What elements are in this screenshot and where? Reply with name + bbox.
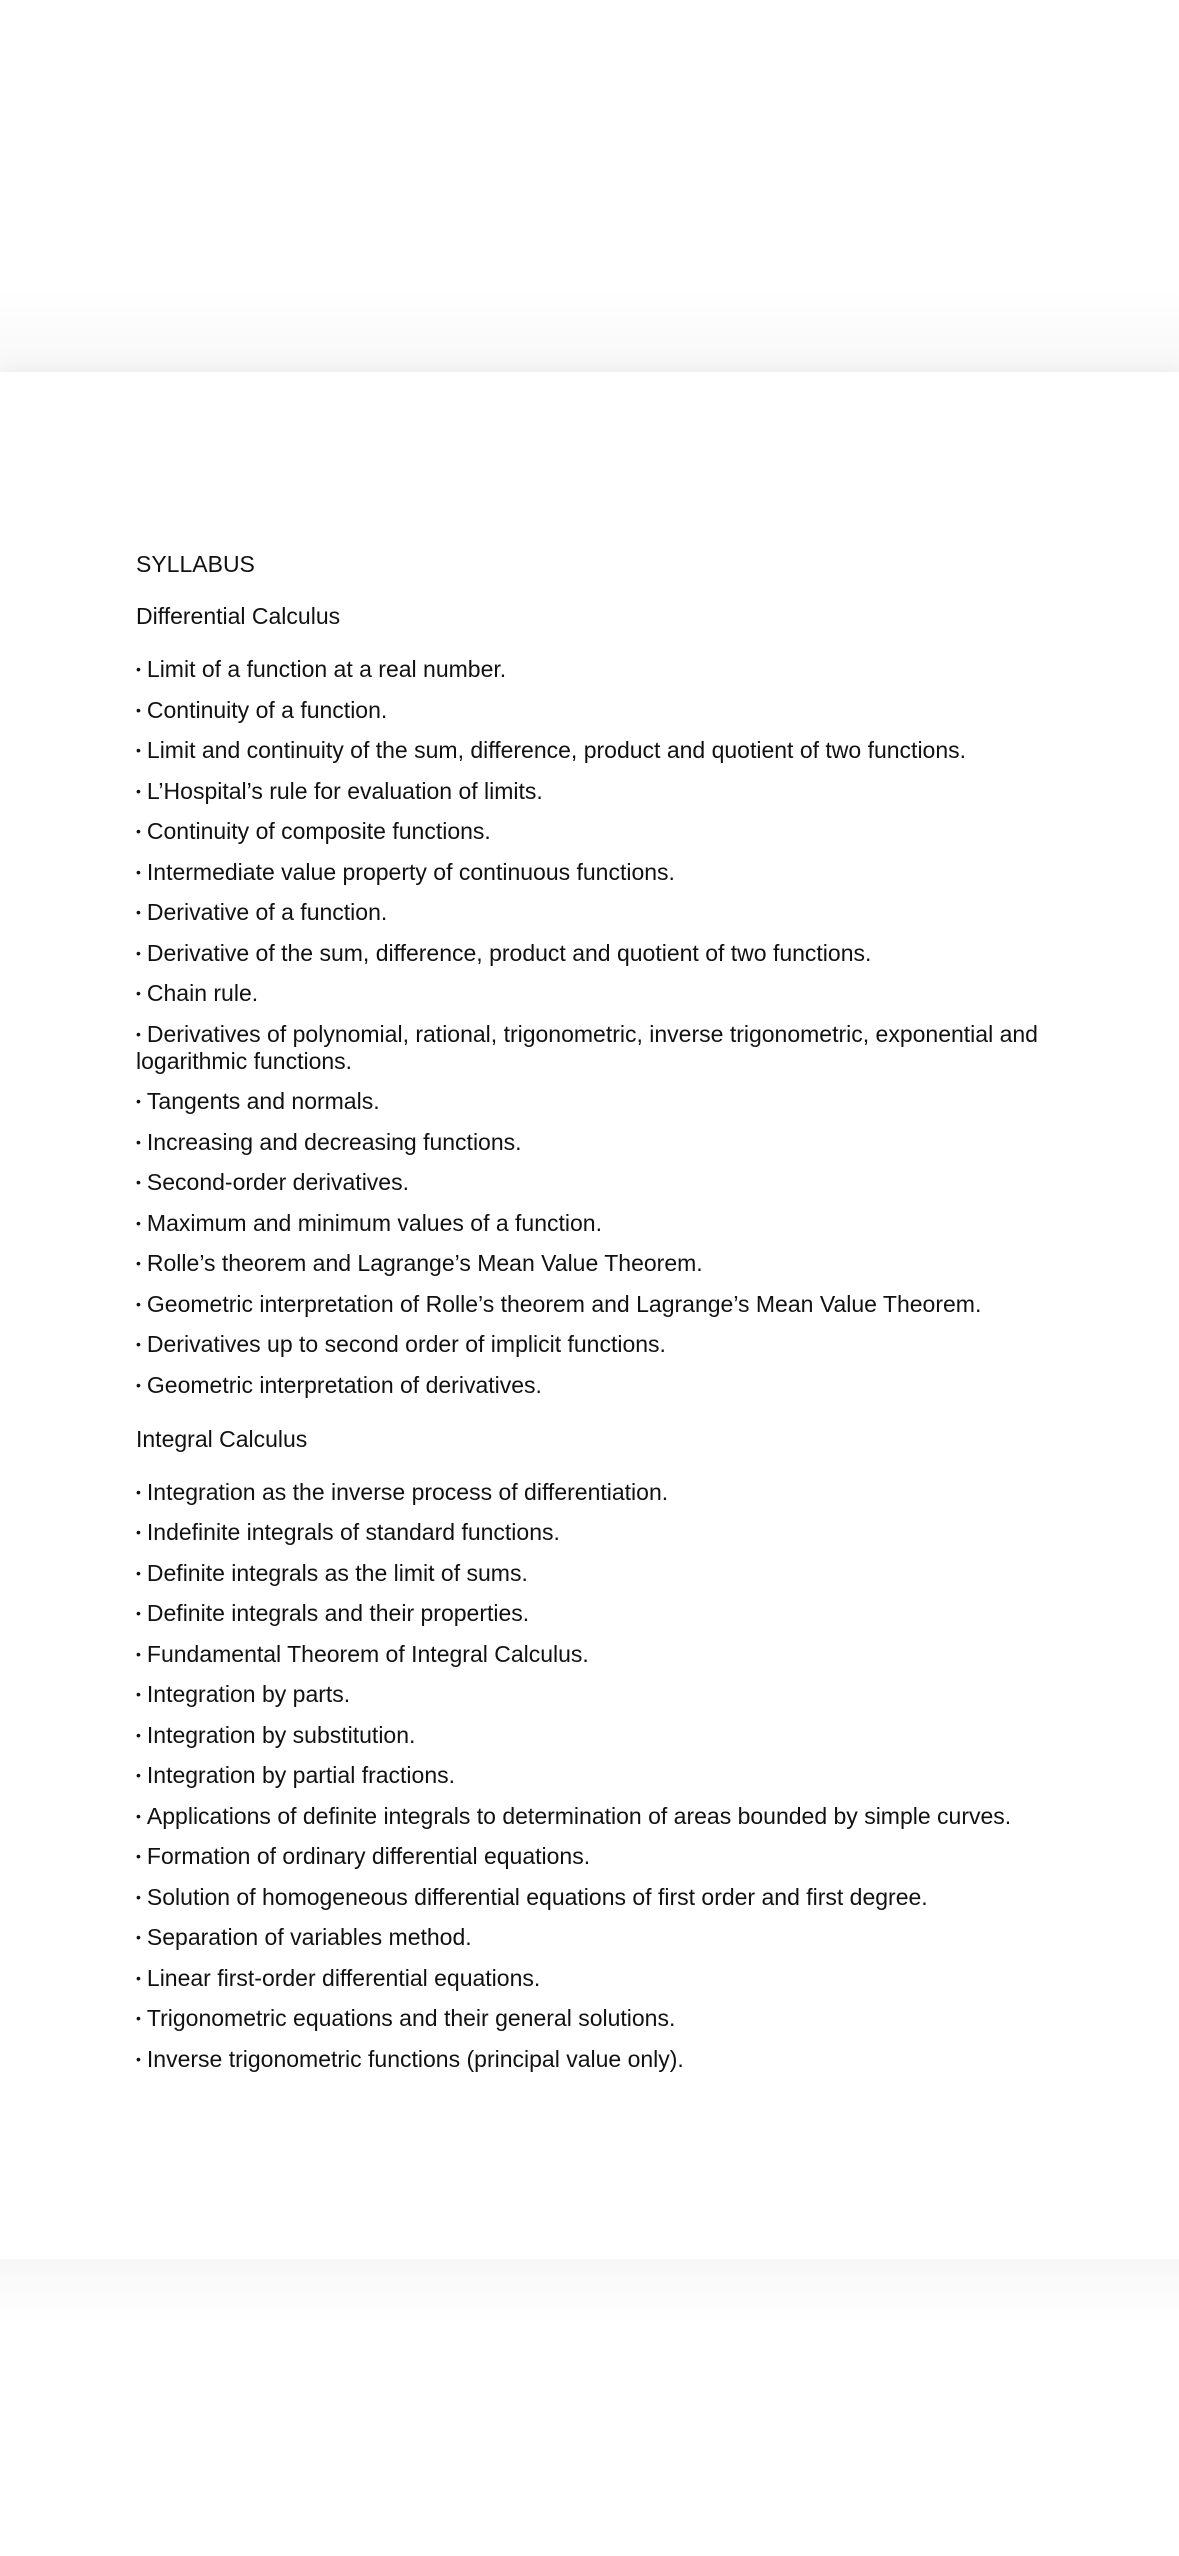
- syllabus-item-text: Definite integrals and their properties.: [146, 1600, 530, 1626]
- bullet-icon: •: [136, 2050, 141, 2067]
- syllabus-item-text: Integration as the inverse process of differentiation.: [146, 1478, 669, 1505]
- syllabus-item: [136, 2005, 1056, 2032]
- syllabus-item-text: L’Hospital’s rule for evaluation of limits.: [146, 777, 543, 804]
- syllabus-item-text: Indefinite integrals of standard functions.: [146, 1519, 560, 1545]
- bullet-icon: •: [136, 985, 141, 1001]
- syllabus-item-text: Derivatives of polynomial, rational, trigonometric, inverse trigonometric, exponential and logarithmic functions.: [136, 1020, 1038, 1074]
- bullet-icon: •: [136, 863, 141, 880]
- bullet-icon: •: [136, 1686, 141, 1702]
- bullet-icon: •: [136, 1483, 141, 1500]
- syllabus-item-text: Trigonometric equations and their general solutions.: [146, 2005, 676, 2031]
- syllabus-item-text: Geometric interpretation of Rolle’s theorem and Lagrange’s Mean Value Theorem.: [146, 1290, 982, 1317]
- syllabus-item: [136, 1560, 1056, 1587]
- syllabus-item: [136, 1291, 1056, 1318]
- bullet-icon: •: [136, 1376, 141, 1393]
- syllabus-item-text: Integration by parts.: [146, 1681, 351, 1707]
- syllabus-item-text: Applications of definite integrals to determination of areas bounded by simple curves.: [146, 1802, 1012, 1829]
- syllabus-item: [136, 1803, 1056, 1830]
- bullet-icon: •: [136, 1888, 141, 1905]
- syllabus-item: [136, 980, 1056, 1007]
- syllabus-item: [136, 1722, 1056, 1749]
- bullet-icon: •: [136, 782, 141, 799]
- bullet-icon: •: [136, 1767, 141, 1783]
- syllabus-item-text: Integration by substitution.: [146, 1721, 416, 1748]
- syllabus-item: [136, 1129, 1056, 1156]
- syllabus-item: [136, 697, 1056, 724]
- bullet-icon: •: [136, 1524, 141, 1540]
- bullet-icon: •: [136, 944, 141, 961]
- syllabus-item-text: Rolle’s theorem and Lagrange’s Mean Value Theorem.: [146, 1250, 703, 1276]
- bullet-icon: •: [136, 1336, 141, 1352]
- syllabus-item: [136, 2046, 1056, 2073]
- syllabus-item: [136, 1331, 1056, 1358]
- syllabus-item-text: Maximum and minimum values of a function.: [146, 1209, 602, 1236]
- syllabus-item-text: Integration by partial fractions.: [146, 1762, 456, 1788]
- section-heading-integral-calculus: Integral Calculus: [136, 1425, 308, 1452]
- syllabus-item-text: Continuity of composite functions.: [146, 818, 491, 844]
- syllabus-item-text: Definite integrals as the limit of sums.: [146, 1559, 528, 1586]
- syllabus-item: [136, 1965, 1056, 1992]
- syllabus-item: [136, 1169, 1056, 1196]
- syllabus-item: [136, 899, 1056, 926]
- bullet-icon: •: [136, 1214, 141, 1231]
- syllabus-item-text: Formation of ordinary differential equations.: [146, 1843, 591, 1869]
- syllabus-item-text: Limit and continuity of the sum, difference, product and quotient of two functions.: [146, 737, 967, 763]
- section-heading-differential-calculus: Differential Calculus: [136, 603, 341, 629]
- syllabus-item-text: Inverse trigonometric functions (principal value only).: [146, 2045, 684, 2072]
- syllabus-item-text: Increasing and decreasing functions.: [146, 1128, 522, 1155]
- bullet-icon: •: [136, 1295, 141, 1312]
- syllabus-item-text: Geometric interpretation of derivatives.: [146, 1371, 542, 1398]
- document-title: SYLLABUS: [136, 551, 255, 577]
- bullet-icon: •: [136, 1025, 141, 1042]
- bullet-icon: •: [136, 1848, 141, 1864]
- bullet-icon: •: [136, 661, 141, 677]
- syllabus-item: [136, 1600, 1056, 1627]
- syllabus-item-text: Derivatives up to second order of implicit functions.: [146, 1331, 666, 1357]
- differential-calculus-list: [136, 656, 1056, 1399]
- bullet-icon: •: [136, 1645, 141, 1662]
- syllabus-item: [136, 818, 1056, 845]
- bullet-icon: •: [136, 1605, 141, 1621]
- bullet-icon: •: [136, 1093, 141, 1109]
- syllabus-item: [136, 1641, 1056, 1668]
- bullet-icon: •: [136, 1133, 141, 1150]
- page-content: [136, 550, 1056, 2086]
- bullet-icon: •: [136, 1929, 141, 1945]
- syllabus-item: [136, 1088, 1056, 1115]
- syllabus-item: [136, 1681, 1056, 1708]
- syllabus-item-text: Linear first-order differential equations.: [146, 1964, 541, 1991]
- syllabus-item: [136, 778, 1056, 805]
- syllabus-item-text: Tangents and normals.: [146, 1088, 380, 1114]
- syllabus-item: [136, 1210, 1056, 1237]
- syllabus-item: [136, 656, 1056, 683]
- syllabus-item: [136, 1250, 1056, 1277]
- bullet-icon: •: [136, 904, 141, 920]
- syllabus-item: [136, 1372, 1056, 1399]
- syllabus-item: [136, 1762, 1056, 1789]
- bullet-icon: •: [136, 1564, 141, 1581]
- syllabus-item: [136, 737, 1056, 764]
- syllabus-item-text: Limit of a function at a real number.: [146, 656, 507, 682]
- bullet-icon: •: [136, 2010, 141, 2026]
- syllabus-item-text: Separation of variables method.: [146, 1924, 472, 1950]
- syllabus-item: [136, 859, 1056, 886]
- syllabus-item: [136, 1843, 1056, 1870]
- syllabus-item: [136, 1519, 1056, 1546]
- syllabus-item: [136, 940, 1056, 967]
- syllabus-item-text: Derivative of the sum, difference, product and quotient of two functions.: [146, 939, 872, 966]
- bullet-icon: •: [136, 1174, 141, 1190]
- page-gap-bottom: [0, 2259, 1179, 2556]
- bullet-icon: •: [136, 1726, 141, 1743]
- bullet-icon: •: [136, 1969, 141, 1986]
- syllabus-item: [136, 1924, 1056, 1951]
- syllabus-item-text: Solution of homogeneous differential equations of first order and first degree.: [146, 1883, 928, 1910]
- syllabus-item: [136, 1884, 1056, 1911]
- page-gap-top: [0, 0, 1179, 372]
- bullet-icon: •: [136, 742, 141, 758]
- bullet-icon: •: [136, 823, 141, 839]
- syllabus-item-text: Second-order derivatives.: [146, 1169, 409, 1195]
- bullet-icon: •: [136, 1255, 141, 1271]
- syllabus-item-text: Continuity of a function.: [146, 696, 388, 723]
- integral-calculus-list: [136, 1479, 1056, 2073]
- document-page: [0, 372, 1179, 2259]
- syllabus-item: [136, 1479, 1056, 1506]
- bullet-icon: •: [136, 1807, 141, 1824]
- syllabus-item-text: Chain rule.: [146, 980, 259, 1006]
- bullet-icon: •: [136, 701, 141, 718]
- syllabus-item: [136, 1021, 1056, 1075]
- syllabus-item-text: Derivative of a function.: [146, 899, 388, 925]
- syllabus-item-text: Fundamental Theorem of Integral Calculus.: [146, 1640, 589, 1667]
- syllabus-item-text: Intermediate value property of continuous functions.: [146, 858, 675, 885]
